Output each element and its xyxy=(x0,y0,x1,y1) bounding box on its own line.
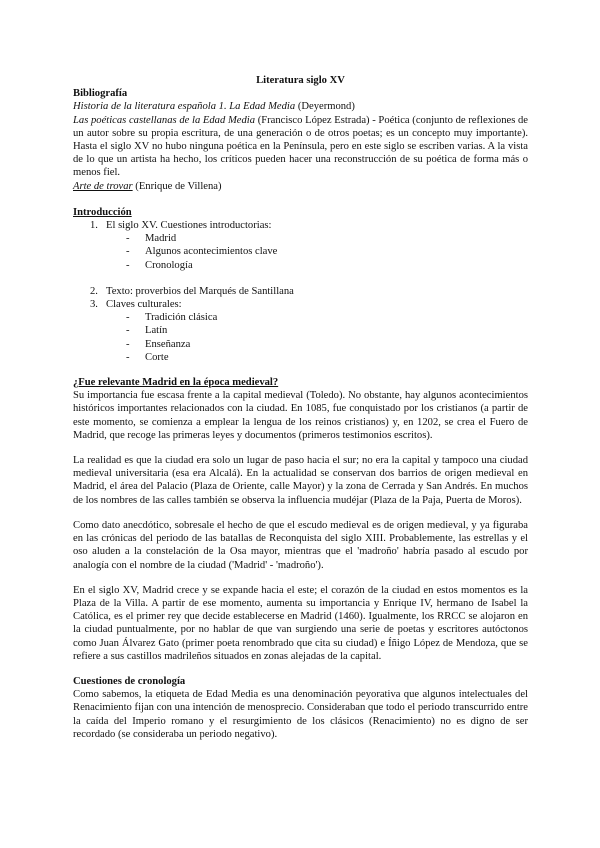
introduccion-list xyxy=(73,219,528,364)
bibliografia-ref-2 xyxy=(73,114,528,180)
list-number: 2. xyxy=(90,285,98,297)
list-number: 1. xyxy=(90,220,98,232)
cronologia-paragraph-1: Como sabemos, la etiqueta de Edad Media es una denominación peyorativa que algunos intelectuales del Renacimiento fijan con una intención de menosprecio. Consideraban que todo el periodo transcurrido entre la caída del Imperio romano y el resurgimiento de los clásicos (Renacimiento) no es digno de ser recordado (se consideraba un periodo negativo). xyxy=(73,689,528,740)
bibliografia-ref-1 xyxy=(73,100,528,113)
ref-1-author: (Deyermond) xyxy=(295,101,355,113)
ref-2-title: Las poéticas castellanas de la Edad Media xyxy=(73,114,256,126)
madrid-paragraph-2: La realidad es que la ciudad era solo un lugar de paso hacia el sur; no era la capital y tampoco una ciudad medieval universitaria (esa era Alcalá). En la actualidad se conservan dos barrios de origen medieval en Madrid, el área del Palacio (Plaza de Oriente, calle Mayor) y la zona de Cerrada y San Andrés. En muchos de los nombres de las calles también se observa la influencia mudéjar (Plaza de la Paja, Puerta de Moros). xyxy=(73,455,528,506)
document-page xyxy=(73,74,528,741)
list-item xyxy=(73,219,528,272)
list-item-label: El siglo XV. Cuestiones introductorias: xyxy=(106,220,272,232)
madrid-paragraph-1: Su importancia fue escasa frente a la capital medieval (Toledo). No obstante, hay algunos acontecimientos históricos importantes relacionados con la ciudad. En 1085, fue conquistado por los cristianos (a partir de este momento, se comienza a emplear la lengua de los reinos cristianos) y, en 1202, se crea el Fuero de Madrid, que recoge las primeras leyes y documentos (primeros testimonios escritos). xyxy=(73,390,528,441)
sub-list-item: - Cronología xyxy=(73,259,528,272)
sub-list-item: - Tradición clásica xyxy=(73,311,528,324)
sub-list xyxy=(73,232,528,272)
ref-3-title: Arte de trovar xyxy=(73,180,133,192)
ref-3-author: (Enrique de Villena) xyxy=(132,180,222,192)
cronologia-heading: Cuestiones de cronología xyxy=(73,675,186,687)
madrid-paragraph-3: Como dato anecdótico, sobresale el hecho de que el escudo medieval es de origen medieval, y ya figuraba en las crónicas del periodo de las batallas de Reconquista del siglo XIII. Probablemente, las estrellas y el oso aluden a la constelación de la Osa mayor, mientras que el 'madroño' habría pasado al escudo por analogía con el nombre de la ciudad ('Madrid' - 'madroño'). xyxy=(73,519,528,571)
list-item xyxy=(73,285,528,298)
list-item xyxy=(73,298,528,364)
sub-list xyxy=(73,311,528,364)
list-item-label: Claves culturales: xyxy=(106,299,182,311)
list-number: 3. xyxy=(90,299,98,311)
sub-list-item: - Corte xyxy=(73,351,528,364)
ref-2-text: (Francisco López Estrada) - Poética (conjunto de reflexiones de un autor sobre su propia escritura, de una generación o de otros poetas; es un concepto muy importante). Hasta el siglo XV no hubo ninguna poética en la Península, pero en este siglo se escriben varias. A la vista de lo que un artista ha hecho, los críticos pueden hacer una reconstrucción de su poética de forma más o menos fiel. xyxy=(73,114,528,179)
madrid-heading: ¿Fue relevante Madrid en la época medieval? xyxy=(73,377,279,389)
ref-1-title: Historia de la literatura española 1. La Edad Media xyxy=(73,101,296,113)
bibliografia-ref-3 xyxy=(73,180,528,193)
bibliografia-heading: Bibliografía xyxy=(73,88,128,100)
madrid-paragraph-4: En el siglo XV, Madrid crece y se expande hacia el este; el corazón de la ciudad en estos momentos es la Plaza de la Villa. A partir de ese momento, aumenta su importancia y Enrique IV, hermano de Isabel la Católica, es el primer rey que decide establecerse en Madrid (1460). Igualmente, los RRCC se alojaron en la ciudad puntualmente, por no hablar de que van surgiendo una serie de poetas y escritores autóctonos como Juan Álvarez Gato (primer poeta renombrado que cita su ciudad) e Íñigo López de Mendoza, que se refiere a sus castillos madrileños situados en zonas alejadas de la capital. xyxy=(73,584,528,662)
list-item-label: Texto: proverbios del Marqués de Santillana xyxy=(106,285,294,297)
introduccion-heading: Introducción xyxy=(73,206,132,218)
sub-list-item: - Madrid xyxy=(73,232,528,245)
sub-list-item: - Enseñanza xyxy=(73,338,528,351)
sub-list-item: - Algunos acontecimientos clave xyxy=(73,245,528,258)
document-title: Literatura siglo XV xyxy=(256,75,345,86)
sub-list-item: - Latín xyxy=(73,324,528,337)
